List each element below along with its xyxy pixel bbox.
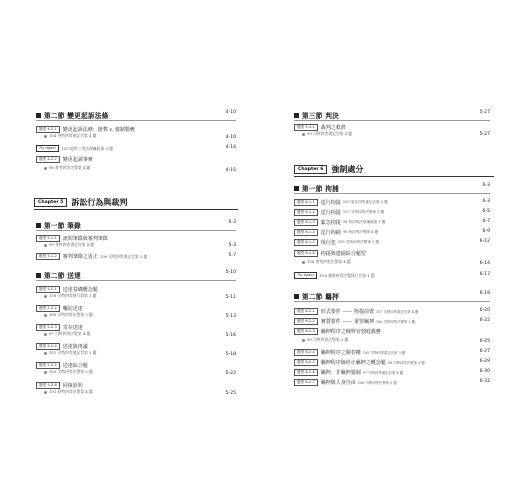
page-number: 5-7 (228, 253, 236, 258)
list-item[interactable] (36, 382, 236, 395)
source-text: 98 司特四等法警第 3 題 (387, 361, 425, 365)
source-text: 99 身特四等書記官第 4 題 (49, 242, 95, 247)
topic-text: 裁判之救濟 (320, 125, 346, 131)
page-number: 6-17 (479, 272, 490, 277)
topic-text: 回復原狀 (62, 383, 83, 389)
divider (34, 209, 238, 210)
source-text: 107 司特四等法警第 3 題 (342, 210, 385, 214)
list-item[interactable] (36, 286, 236, 299)
page-number: 6-30 (479, 369, 490, 374)
bullet-icon (44, 295, 47, 298)
bullet-icon (44, 333, 47, 336)
page-number: 6-22 (479, 318, 490, 323)
source-text: 106 司特四等書記官第 3 題 (99, 253, 148, 259)
chapter-title: 訴訟行為與裁判 (71, 197, 128, 207)
chapter-label: Chapter 6 (294, 165, 327, 174)
list-item[interactable] (36, 145, 236, 152)
topic-text: 送達與再議 (62, 344, 88, 350)
section-title-text: 第二節 羈押 (302, 293, 340, 301)
list-item[interactable] (294, 239, 490, 246)
divider (36, 280, 236, 281)
page-number: 6-3 (482, 199, 490, 204)
source-text: 98 書考四等法警第 4 題 (49, 165, 91, 170)
topic-badge: 題型 5-2-4 (36, 343, 60, 350)
chapter-label: Chapter 5 (34, 198, 67, 207)
topic-text: 送達綜合題 (62, 363, 88, 369)
divider (294, 176, 494, 177)
topic-text: 逕行拘提 (320, 210, 341, 216)
list-item[interactable] (294, 359, 490, 366)
source-text: 106 書考四等法警第 4 題 (307, 259, 351, 264)
topic-text: 羈押程序與停止羈押之概念題 (320, 360, 386, 366)
topic-text: 羈押與人身自由 (320, 380, 356, 386)
section-title (294, 291, 490, 301)
section-title (294, 183, 490, 193)
topic-text: 羈押程序之閱卷權 (320, 350, 361, 356)
topic-badge: 題型 6-1-5 (294, 239, 318, 246)
topic-badge: 題型 6-2-1 (294, 308, 318, 315)
page-number: 5-3 (228, 220, 236, 225)
source-text: 97 司特四等法警第 4 題 (49, 331, 91, 336)
source-text: 108 司特四等執行員第 3 題 (49, 293, 97, 298)
topic-badge: 題型 5-3-1 (294, 124, 318, 131)
list-item[interactable] (36, 343, 236, 356)
list-item[interactable] (36, 305, 236, 318)
chapter-header (294, 164, 363, 175)
topic-text: 囑託送達 (62, 306, 83, 312)
bullet-icon (44, 314, 47, 317)
source-text: 99 司特四等法警第 3 題 (307, 337, 349, 342)
list-item[interactable] (36, 235, 236, 248)
divider (36, 120, 236, 121)
page-number: 6-5 (482, 209, 490, 214)
page-number: 4-10 (225, 135, 236, 140)
page-number: 5-22 (225, 371, 236, 376)
section-marker-icon (294, 113, 299, 118)
source-text: 99 司特四等書記官第 4 題 (307, 131, 353, 136)
topic-text: 寄存送達 (62, 325, 83, 331)
topic-text: 103 地特三等法律廉政第 3 題 (61, 145, 113, 151)
page-number: 4-10 (225, 110, 236, 115)
section-marker-icon (36, 113, 41, 118)
source-text: 98 特四等法律廉政第 1 題 (342, 220, 386, 224)
bullet-icon (44, 352, 47, 355)
topic-text: 審判筆錄之更正 (62, 254, 98, 260)
bullet-icon (44, 135, 47, 138)
source-text: 101 司特四等書記官第 3 題 (49, 350, 97, 355)
topic-badge: 題型 6-2-5 (294, 359, 318, 366)
source-text: 105 司特四等法警第 3 題 (49, 369, 93, 374)
topic-text: 形式要件 —— 拘提前置 (320, 309, 374, 315)
page-number: 6-12 (479, 239, 490, 244)
source-text: 100 司特四等法警第 3 題 (49, 312, 93, 317)
topic-text: 逕行拘捕 (320, 230, 341, 236)
divider (294, 301, 490, 302)
divider (294, 193, 490, 194)
page-number: 6-7 (482, 219, 490, 224)
try-again-badge: Try again (294, 272, 317, 279)
bullet-icon (44, 371, 47, 374)
page-number: 6-32 (479, 379, 490, 384)
topic-text: 變更起訴法條：搶奪 v. 強制猥褻 (62, 127, 135, 133)
section-title-text: 第一節 筆錄 (44, 222, 82, 230)
page-number: 6-29 (479, 359, 490, 364)
section-title-text: 第三節 判決 (302, 112, 340, 120)
topic-badge: 題型 5-2-2 (36, 305, 60, 312)
right-page (260, 0, 520, 500)
page-number: 5-27 (479, 110, 490, 115)
list-item[interactable] (36, 156, 236, 171)
page-number: 5-3 (228, 243, 236, 248)
topic-badge: 題型 5-1-2 (36, 253, 60, 260)
section-title-text: 第二節 送達 (44, 272, 82, 280)
list-item[interactable] (36, 362, 236, 375)
topic-text: 逕行拘提 (320, 200, 341, 206)
page-number: 6-19 (479, 291, 490, 296)
page-number: 4-14 (225, 145, 236, 150)
source-text: 106 司特四等法警第 3 題 (357, 381, 397, 385)
topic-badge: 題型 6-2-3 (294, 328, 318, 335)
section-title-text: 第二節 變更起訴法條 (44, 112, 109, 120)
list-item[interactable] (294, 124, 490, 137)
section-marker-icon (294, 294, 299, 299)
bullet-icon (302, 133, 305, 136)
bullet-icon (302, 261, 305, 264)
list-item[interactable] (294, 349, 490, 356)
section-title (36, 220, 236, 230)
topic-text: 實質要件 —— 重罪羈押 (320, 319, 374, 325)
topic-badge: 題型 6-2-4 (294, 349, 318, 356)
list-item[interactable] (294, 308, 490, 315)
topic-text: 送達基礎概念題 (62, 287, 98, 293)
page-number: 5-11 (225, 295, 236, 300)
topic-badge: 題型 5-2-5 (36, 362, 60, 369)
topic-badge: 題型 6-1-2 (294, 209, 318, 216)
source-text: 104 身特四等書記官第 4 題 (49, 133, 97, 138)
topic-badge: 題型 5-2-1 (36, 286, 60, 293)
source-text: 107 司特四等書記官第 4 題 (375, 310, 419, 314)
section-title (36, 270, 236, 280)
list-item[interactable] (36, 253, 236, 260)
list-item[interactable] (36, 126, 236, 139)
page-number: 5-10 (225, 270, 236, 275)
topic-text: 現行犯 (320, 240, 336, 246)
topic-badge: 題型 6-1-3 (294, 219, 318, 226)
chapter-title: 強制處分 (331, 164, 364, 174)
bullet-icon (44, 391, 47, 394)
section-title (294, 110, 490, 120)
section-title-text: 第一節 拘捕 (302, 185, 340, 193)
page-number: 6-27 (479, 349, 490, 354)
bullet-icon (44, 167, 47, 170)
list-item[interactable] (294, 199, 490, 206)
page-number: 6-20 (479, 308, 490, 313)
topic-text: 108 調查四等法警執行官第 1 題 (319, 272, 375, 278)
topic-badge: 題型 6-1-4 (294, 229, 318, 236)
topic-badge: 題型 6-2-7 (294, 379, 318, 386)
try-again-badge: Try again (36, 145, 59, 152)
topic-badge: 題型 4-2-2 (36, 156, 60, 163)
section-marker-icon (36, 223, 41, 228)
list-item[interactable] (294, 318, 490, 325)
topic-badge: 題型 6-1-1 (294, 199, 318, 206)
list-item[interactable] (294, 219, 490, 226)
page-number: 5-18 (225, 352, 236, 357)
section-marker-icon (36, 273, 41, 278)
topic-badge: 題型 5-1-1 (36, 235, 60, 242)
section-marker-icon (294, 186, 299, 191)
topic-text: 訊問筆錄與審判筆錄 (62, 236, 108, 242)
source-text: 98 特四等法警第 4 題 (342, 230, 379, 234)
bullet-icon (302, 339, 305, 342)
page-number: 6-25 (479, 339, 490, 344)
list-item[interactable] (36, 324, 236, 337)
list-item[interactable] (294, 379, 490, 386)
bullet-icon (44, 244, 47, 247)
list-item[interactable] (294, 272, 490, 279)
list-item[interactable] (294, 209, 490, 216)
topic-badge: 題型 6-2-6 (294, 369, 318, 376)
topic-text: 羈押、非羈押強制 (320, 370, 361, 376)
divider (294, 120, 490, 121)
list-item[interactable] (294, 229, 490, 236)
section-title (36, 110, 236, 120)
list-item[interactable] (294, 328, 490, 343)
topic-badge: 題型 5-2-3 (36, 324, 60, 331)
topic-text: 緊急拘提 (320, 220, 341, 226)
chapter-header (34, 197, 127, 208)
source-text: 97 司特四等書記官第 4 題 (362, 371, 404, 375)
page-number: 6-9 (482, 229, 490, 234)
source-text: 105 原住四等書記官第 3 題 (342, 200, 388, 204)
topic-text: 變更起訴事實 (62, 157, 93, 163)
topic-badge: 題型 6-2-2 (294, 318, 318, 325)
topic-badge: 題型 6-1-6 (294, 250, 318, 257)
divider (36, 230, 236, 231)
source-text: 101 原特四等法警第 4 題 (49, 389, 93, 394)
page-number: 5-27 (479, 132, 490, 137)
source-text: 105 司特四等書記官第 3 題 (362, 351, 406, 355)
source-text: 105 司特四等法警第 3 題 (337, 240, 380, 244)
page-number: 5-13 (225, 314, 236, 319)
topic-badge: 題型 4-2-1 (36, 126, 60, 133)
page-number: 5-16 (225, 333, 236, 338)
page-number: 6-3 (482, 183, 490, 188)
topic-badge: 題型 5-2-6 (36, 382, 60, 389)
list-item[interactable] (294, 369, 490, 376)
page-number: 6-14 (479, 261, 490, 266)
topic-text: 拘提與逮捕綜合題型 (320, 251, 366, 257)
source-text: 106 司特四等法警第 3 題 (375, 320, 415, 324)
topic-text: 羈押程序之檢察官到庭義務 (320, 329, 381, 335)
page-number: 4-15 (225, 168, 236, 173)
page-number: 5-25 (225, 391, 236, 396)
list-item[interactable] (294, 250, 490, 265)
